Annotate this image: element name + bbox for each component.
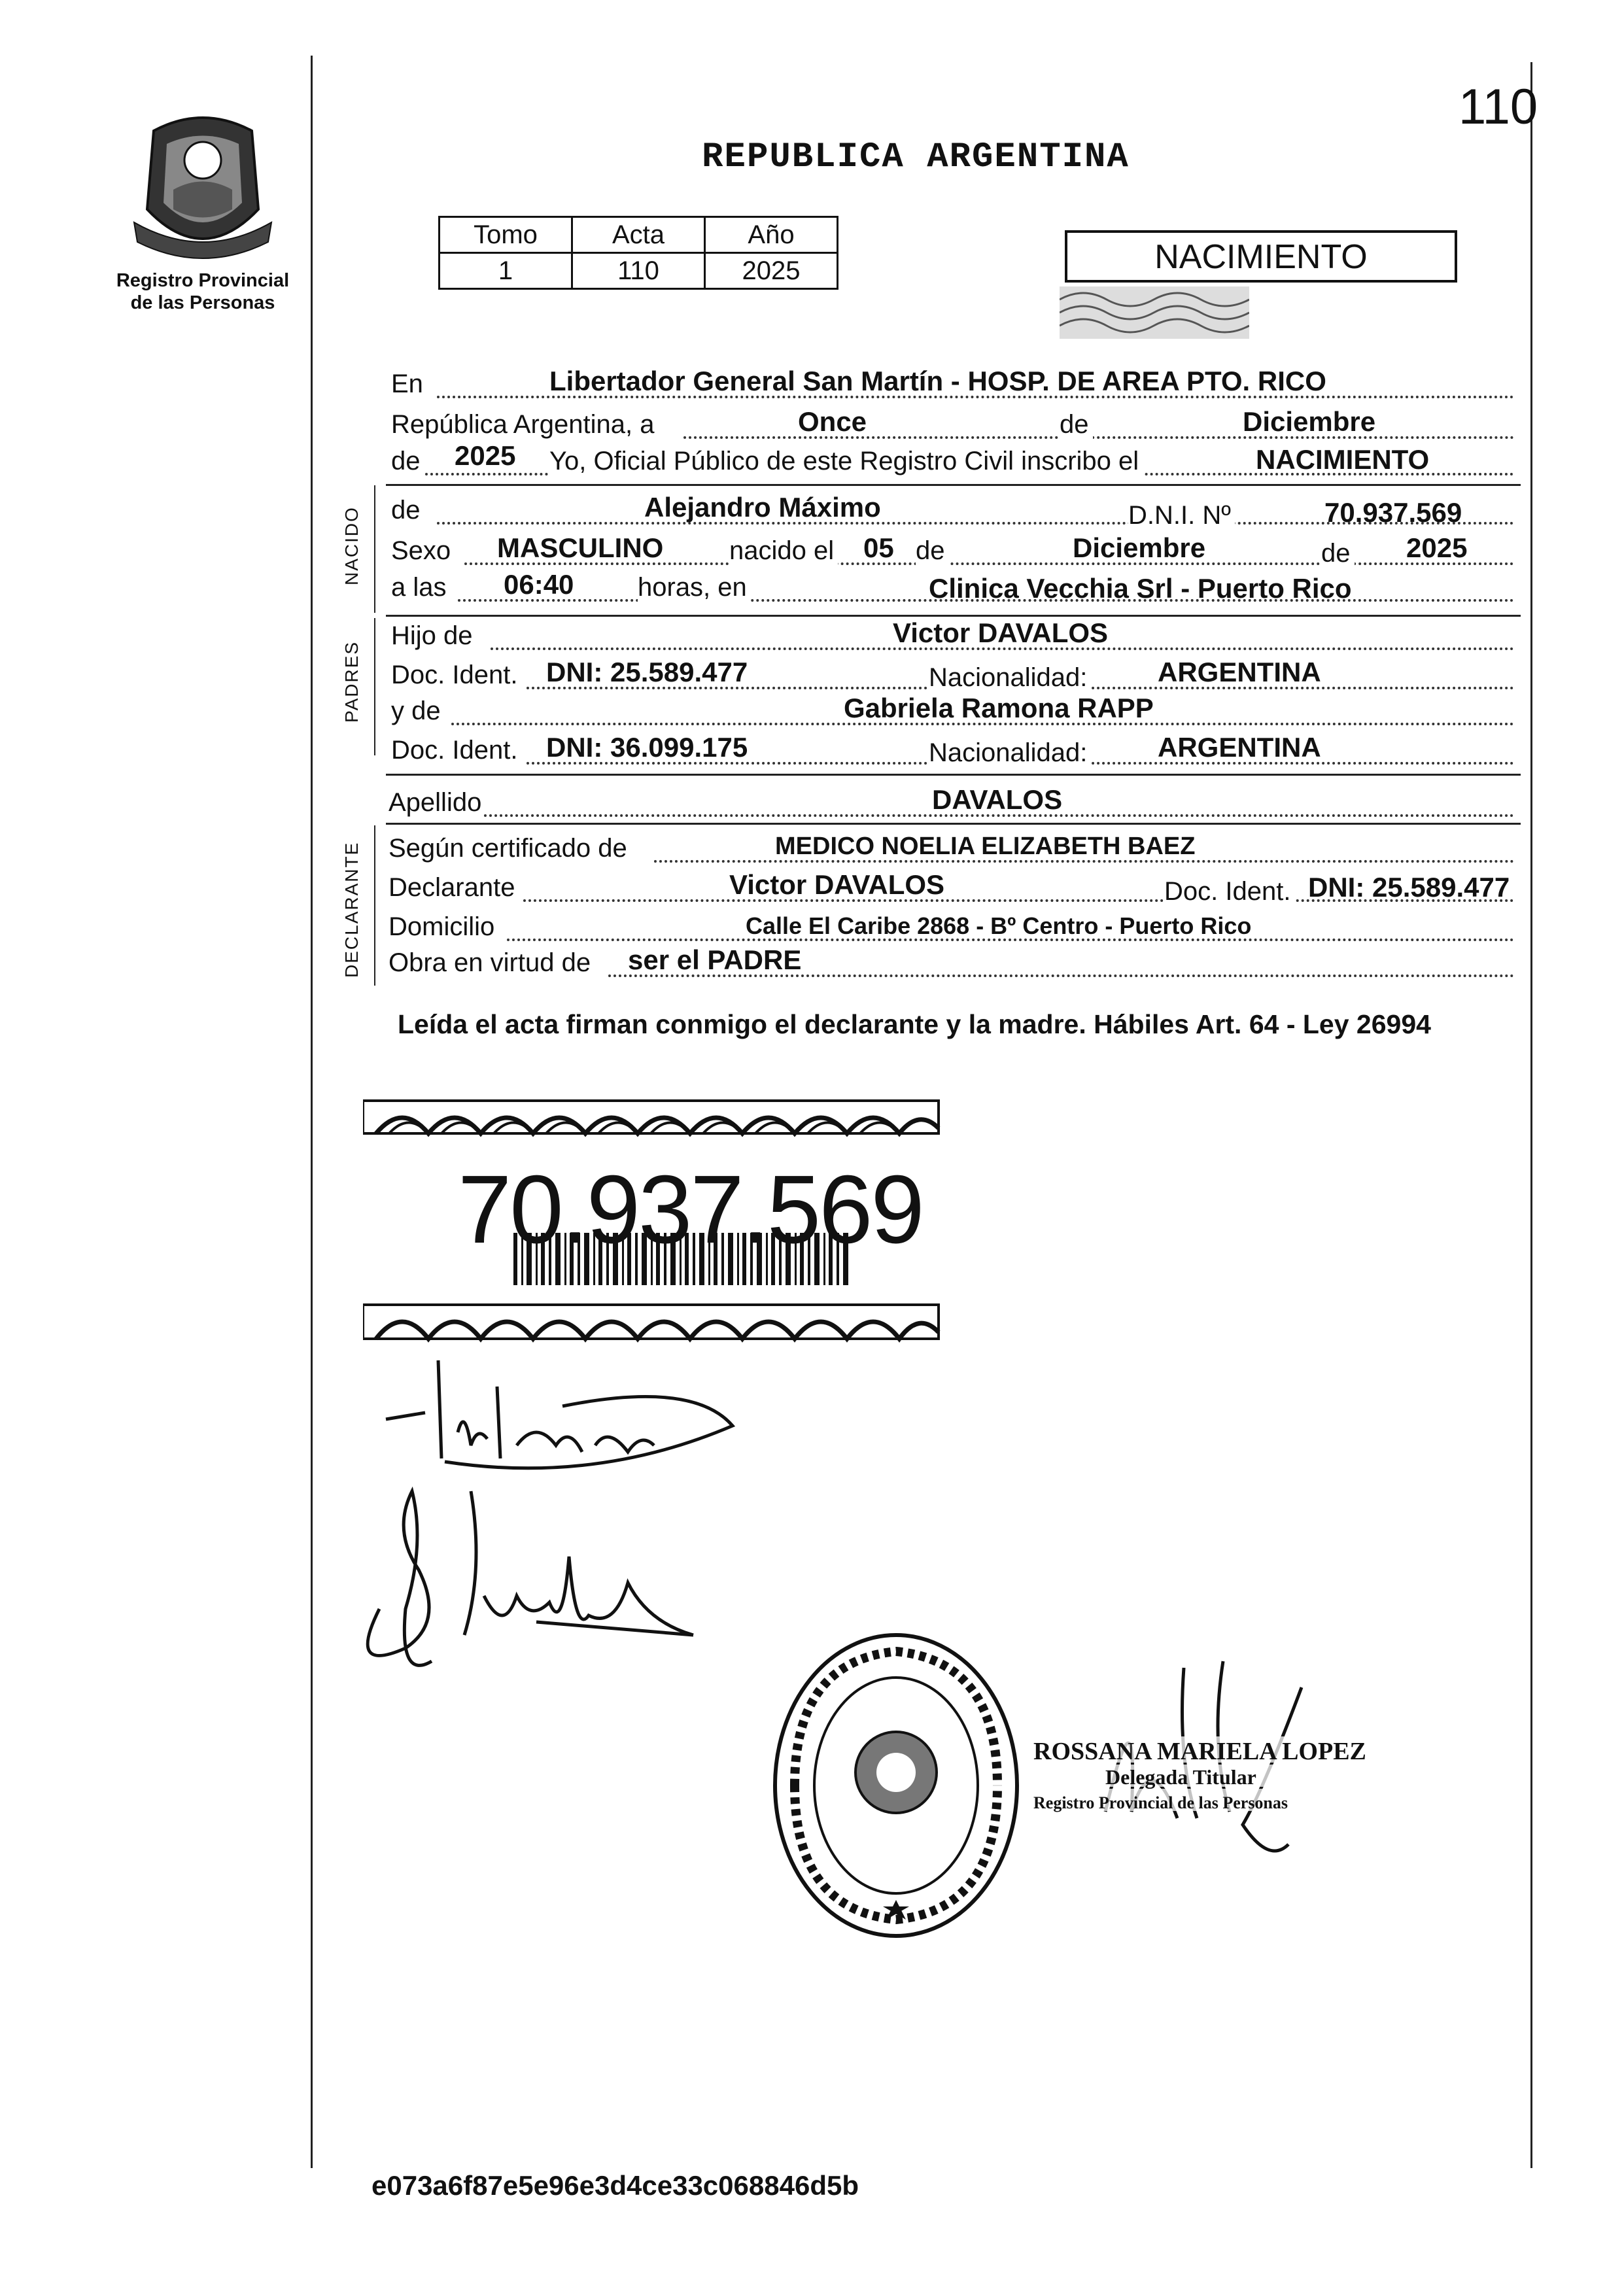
value-father: Victor DAVALOS — [893, 617, 1109, 648]
label-de-month: de — [1060, 410, 1093, 440]
value-reason: ser el PADRE — [628, 944, 802, 975]
label-father-nat: Nacionalidad: — [929, 663, 1091, 693]
label-de-birth-month: de — [916, 536, 949, 566]
label-y-de: y de — [391, 697, 445, 726]
value-declarante-name: Victor DAVALOS — [729, 869, 945, 900]
label-mother-doc: Doc. Ident. — [391, 736, 521, 765]
value-father-nat: ARGENTINA — [1158, 657, 1321, 687]
value-mother: Gabriela Ramona RAPP — [844, 693, 1154, 723]
label-sexo: Sexo — [391, 536, 455, 566]
value-acta: 110 — [572, 253, 705, 289]
label-mother-nat: Nacionalidad: — [929, 738, 1091, 768]
value-address: Calle El Caribe 2868 - Bº Centro - Puerto Rico — [746, 912, 1252, 939]
padres-section-rule — [374, 618, 375, 755]
dni-sticker-number: 70.937.569 — [458, 1156, 923, 1264]
label-declarante: Declarante — [389, 873, 519, 903]
divider-nacido-top — [386, 484, 1521, 486]
row-apellido — [386, 782, 1521, 822]
value-time: 06:40 — [504, 569, 574, 600]
row-obra — [386, 942, 1521, 982]
mother-signature — [353, 1465, 719, 1714]
row-nacido-hora — [386, 566, 1521, 607]
declarant-signature — [366, 1347, 759, 1472]
registry-table — [438, 216, 838, 290]
officer-stamp-signature — [1027, 1648, 1393, 1884]
header-ano: Año — [705, 217, 838, 253]
value-sexo: MASCULINO — [497, 532, 664, 563]
label-domicilio: Domicilio — [389, 912, 498, 942]
registry-table-value-row — [440, 253, 838, 289]
label-certificado: Según certificado de — [389, 834, 631, 863]
value-birth-year: 2025 — [1406, 532, 1468, 563]
label-hijo-de: Hijo de — [391, 621, 477, 651]
label-de-name: de — [391, 496, 424, 525]
registry-table-header-row — [440, 217, 838, 253]
value-day-words: Once — [798, 406, 867, 437]
header-acta: Acta — [572, 217, 705, 253]
row-en — [386, 363, 1521, 404]
officer-role: Delegada Titular — [1105, 1765, 1256, 1789]
label-de-birth-year: de — [1321, 539, 1355, 568]
document-hash: e073a6f87e5e96e3d4ce33c068846d5b — [371, 2170, 859, 2201]
value-ano: 2025 — [705, 253, 838, 289]
label-nacido-el: nacido el — [729, 536, 838, 566]
section-label-declarante: DECLARANTE — [341, 841, 362, 978]
label-statement: Yo, Oficial Público de este Registro Civil inscribo el — [549, 447, 1143, 476]
row-declarante — [386, 867, 1521, 907]
label-apellido: Apellido — [389, 788, 485, 818]
officer-name: ROSSANA MARIELA LOPEZ — [1033, 1738, 1366, 1765]
header-tomo: Tomo — [440, 217, 572, 253]
value-tomo: 1 — [440, 253, 572, 289]
left-margin-line — [311, 56, 313, 2168]
registry-caption-line1: Registro Provincial — [116, 270, 290, 291]
value-child-dni: 70.937.569 — [1324, 497, 1462, 528]
row-year-statement — [386, 440, 1521, 481]
country-title: REPUBLICA ARGENTINA — [702, 137, 1130, 177]
declarante-section-rule — [374, 825, 375, 986]
value-apellido: DAVALOS — [932, 784, 1063, 815]
label-republica: República Argentina, a — [391, 410, 659, 440]
label-horas-en: horas, en — [638, 573, 751, 602]
divider-apellido-top — [386, 774, 1521, 776]
province-coat-of-arms-logo — [128, 111, 278, 262]
row-nacido-name — [386, 489, 1521, 530]
official-seal — [765, 1622, 1027, 1949]
value-mother-nat: ARGENTINA — [1158, 732, 1321, 763]
document-type-box: NACIMIENTO — [1065, 230, 1457, 283]
row-nacido-sexo — [386, 530, 1521, 570]
security-guilloche-pattern — [1060, 286, 1249, 339]
section-label-nacido: NACIDO — [341, 506, 362, 585]
value-mother-doc: DNI: 36.099.175 — [546, 732, 748, 763]
label-dni: D.N.I. Nº — [1128, 501, 1235, 530]
label-father-doc: Doc. Ident. — [391, 661, 521, 690]
row-certificado — [386, 827, 1521, 868]
value-birth-place: Clinica Vecchia Srl - Puerto Rico — [929, 573, 1352, 604]
value-birth-month: Diciembre — [1073, 532, 1206, 563]
value-place: Libertador General San Martín - HOSP. DE AREA PTO. RICO — [549, 366, 1326, 396]
value-declarante-doc: DNI: 25.589.477 — [1308, 872, 1510, 903]
value-certificate: MEDICO NOELIA ELIZABETH BAEZ — [775, 833, 1196, 860]
value-child-name: Alejandro Máximo — [644, 492, 881, 523]
row-domicilio — [386, 906, 1521, 946]
label-a-las: a las — [391, 573, 451, 602]
section-label-padres: PADRES — [341, 640, 362, 723]
label-declarante-doc: Doc. Ident. — [1164, 877, 1294, 906]
nacido-section-rule — [374, 485, 375, 613]
registry-caption — [114, 269, 291, 314]
row-republica — [386, 404, 1521, 444]
row-father — [386, 615, 1521, 655]
row-father-doc — [386, 654, 1521, 695]
label-en: En — [391, 370, 427, 399]
row-mother — [386, 690, 1521, 731]
page-number: 110 — [1459, 79, 1538, 135]
closing-note: Leída el acta firman conmigo el declarante y la madre. Hábiles Art. 64 - Ley 26994 — [398, 1009, 1431, 1039]
label-obra: Obra en virtud de — [389, 948, 595, 978]
value-month: Diciembre — [1243, 406, 1376, 437]
value-birth-day: 05 — [863, 532, 894, 563]
value-year: 2025 — [455, 440, 516, 471]
row-mother-doc — [386, 729, 1521, 770]
divider-declarante-top — [386, 823, 1521, 825]
value-father-doc: DNI: 25.589.477 — [546, 657, 748, 687]
value-event: NACIMIENTO — [1256, 444, 1430, 475]
label-de-year: de — [391, 447, 424, 476]
registry-caption-line2: de las Personas — [130, 292, 275, 313]
officer-office: Registro Provincial de las Personas — [1033, 1793, 1288, 1812]
right-margin-line — [1530, 62, 1532, 2168]
